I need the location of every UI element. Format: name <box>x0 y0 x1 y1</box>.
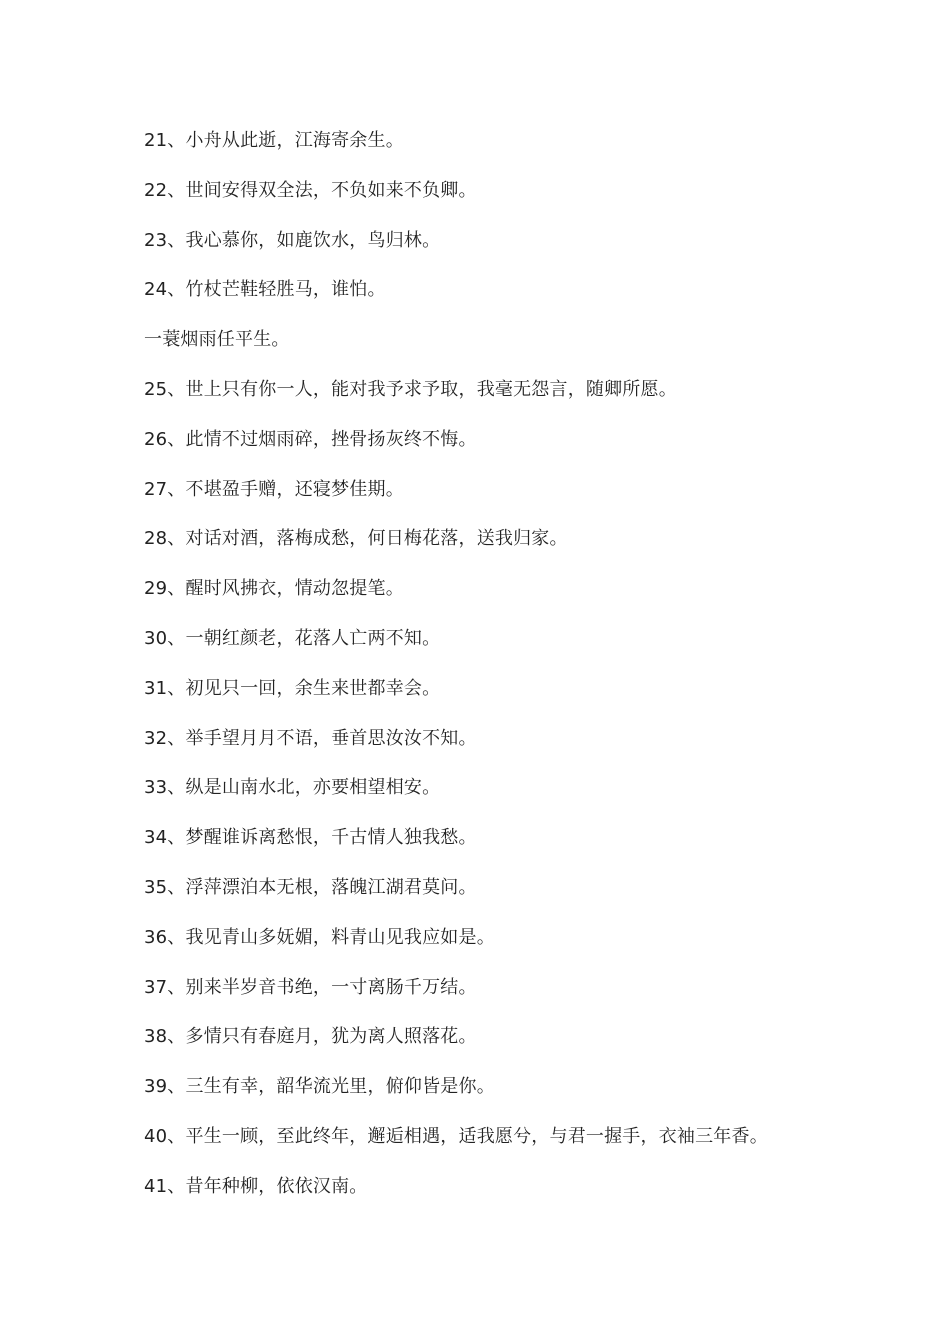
quote-line: 37、别来半岁音书绝，一寸离肠千万结。 <box>144 976 477 998</box>
quote-line: 41、昔年种柳，依依汉南。 <box>144 1175 368 1197</box>
quote-line: 29、醒时风拂衣，情动忽提笔。 <box>144 578 404 600</box>
quote-line: 25、世上只有你一人，能对我予求予取，我毫无怨言，随卿所愿。 <box>144 378 677 400</box>
quote-line: 24、竹杖芒鞋轻胜马，谁怕。 <box>144 279 386 301</box>
quote-line: 33、纵是山南水北，亦要相望相安。 <box>144 777 441 799</box>
quote-line: 40、平生一顾，至此终年，邂逅相遇，适我愿兮，与君一握手，衣袖三年香。 <box>144 1125 768 1147</box>
quote-line: 28、对话对酒，落梅成愁，何日梅花落，送我归家。 <box>144 528 568 550</box>
quote-list <box>144 124 768 1220</box>
quote-line: 36、我见青山多妩媚，料青山见我应如是。 <box>144 926 495 948</box>
quote-line: 一蓑烟雨任平生。 <box>144 329 290 351</box>
quote-line: 22、世间安得双全法，不负如来不负卿。 <box>144 179 477 201</box>
quote-line: 26、此情不过烟雨碎，挫骨扬灰终不悔。 <box>144 428 477 450</box>
quote-line: 34、梦醒谁诉离愁恨，千古情人独我愁。 <box>144 827 477 849</box>
quote-line: 39、三生有幸，韶华流光里，俯仰皆是你。 <box>144 1076 495 1098</box>
quote-line: 38、多情只有春庭月，犹为离人照落花。 <box>144 1026 477 1048</box>
quote-line: 35、浮萍漂泊本无根，落魄江湖君莫问。 <box>144 876 477 898</box>
quote-line: 23、我心慕你，如鹿饮水，鸟归林。 <box>144 229 441 251</box>
quote-line: 30、一朝红颜老，花落人亡两不知。 <box>144 627 441 649</box>
quote-line: 31、初见只一回，余生来世都幸会。 <box>144 677 441 699</box>
quote-line: 27、不堪盈手赠，还寝梦佳期。 <box>144 478 404 500</box>
quote-line: 21、小舟从此逝，江海寄余生。 <box>144 130 404 151</box>
quote-line: 32、举手望月月不语，垂首思汝汝不知。 <box>144 727 477 749</box>
